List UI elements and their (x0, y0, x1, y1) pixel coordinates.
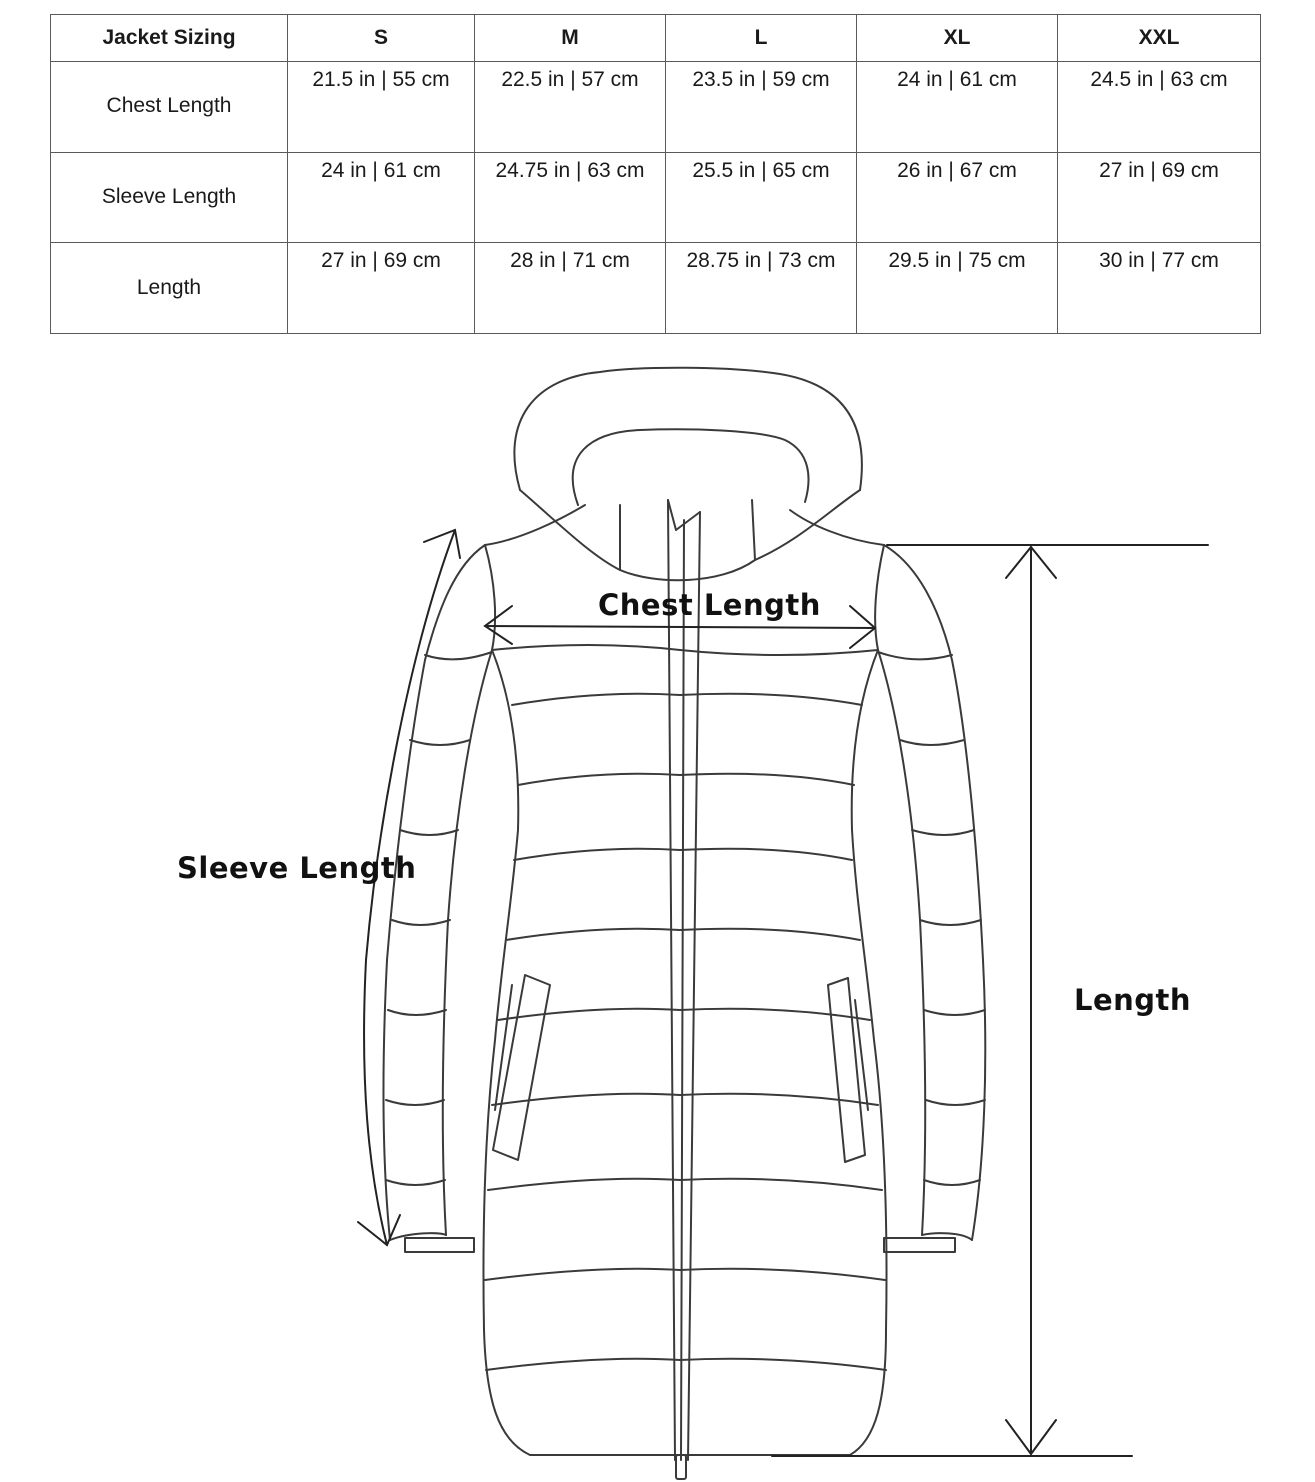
right-sleeve-inner (878, 650, 925, 1235)
quilt-line (392, 920, 450, 925)
sleeve-arrowhead-bottom (358, 1215, 400, 1245)
cell-sleeve-xxl: 27 in | 69 cm (1058, 152, 1261, 243)
cell-chest-s: 21.5 in | 55 cm (288, 62, 475, 153)
quilt-line (492, 1094, 878, 1105)
quilt-line (924, 1180, 980, 1185)
quilt-line (498, 1009, 870, 1020)
right-pocket-flap (855, 1000, 868, 1110)
hood-inner (573, 429, 809, 505)
cell-chest-xl: 24 in | 61 cm (857, 62, 1058, 153)
zipper-center (681, 520, 684, 1460)
table-corner-label: Jacket Sizing (51, 15, 288, 62)
cell-length-xxl: 30 in | 77 cm (1058, 243, 1261, 334)
sleeve-measure-arc (364, 530, 455, 1245)
quilt-line (512, 694, 862, 705)
quilt-line (926, 1100, 985, 1105)
quilt-line (410, 740, 470, 745)
sleeve-arrowhead-top (424, 530, 460, 558)
cell-sleeve-m: 24.75 in | 63 cm (475, 152, 666, 243)
quilt-line (488, 1179, 882, 1190)
chest-measure-line (485, 626, 875, 628)
right-sleeve-outer (884, 545, 985, 1240)
row-label-chest: Chest Length (51, 62, 288, 153)
chest-arrowhead-left (485, 606, 512, 644)
quilt-line (400, 830, 458, 835)
quilt-line (425, 652, 492, 659)
size-header-xl: XL (857, 15, 1058, 62)
sleeve-length-label: Sleeve Length (177, 851, 417, 885)
right-shoulder-seam (790, 510, 884, 545)
quilt-line (386, 1100, 444, 1105)
quilt-line (492, 645, 878, 655)
size-header-s: S (288, 15, 475, 62)
row-label-length: Length (51, 243, 288, 334)
left-sleeve-outer (384, 545, 485, 1240)
quilt-line (386, 1180, 445, 1185)
length-label: Length (1074, 983, 1192, 1017)
cell-length-s: 27 in | 69 cm (288, 243, 475, 334)
size-header-l: L (666, 15, 857, 62)
right-cuff (884, 1238, 955, 1252)
collar (620, 500, 755, 580)
left-sleeve-inner (443, 650, 492, 1235)
size-header-m: M (475, 15, 666, 62)
quilt-line (878, 652, 952, 659)
size-header-xxl: XXL (1058, 15, 1261, 62)
jacket-body-outline (483, 545, 886, 1455)
cell-chest-l: 23.5 in | 59 cm (666, 62, 857, 153)
cell-length-xl: 29.5 in | 75 cm (857, 243, 1058, 334)
cell-sleeve-l: 25.5 in | 65 cm (666, 152, 857, 243)
chest-length-label: Chest Length (598, 588, 821, 622)
quilt-line (485, 1269, 885, 1280)
right-pocket (828, 978, 865, 1162)
cell-length-m: 28 in | 71 cm (475, 243, 666, 334)
row-label-sleeve: Sleeve Length (51, 152, 288, 243)
quilt-line (518, 774, 854, 785)
zipper-left-edge (668, 500, 675, 1460)
cell-chest-m: 22.5 in | 57 cm (475, 62, 666, 153)
cell-chest-xxl: 24.5 in | 63 cm (1058, 62, 1261, 153)
left-cuff (405, 1238, 474, 1252)
quilt-line (924, 1010, 985, 1015)
quilt-line (920, 920, 981, 925)
cell-sleeve-xl: 26 in | 67 cm (857, 152, 1058, 243)
quilt-line (912, 830, 974, 835)
quilt-line (900, 740, 964, 745)
cell-length-l: 28.75 in | 73 cm (666, 243, 857, 334)
quilt-lines-sleeves (386, 652, 985, 1185)
zipper-right-edge (688, 512, 700, 1460)
hood-rim-right (755, 490, 860, 560)
left-shoulder-seam (485, 505, 585, 545)
quilt-line (486, 1359, 886, 1370)
quilt-line (388, 1010, 446, 1015)
cell-sleeve-s: 24 in | 61 cm (288, 152, 475, 243)
